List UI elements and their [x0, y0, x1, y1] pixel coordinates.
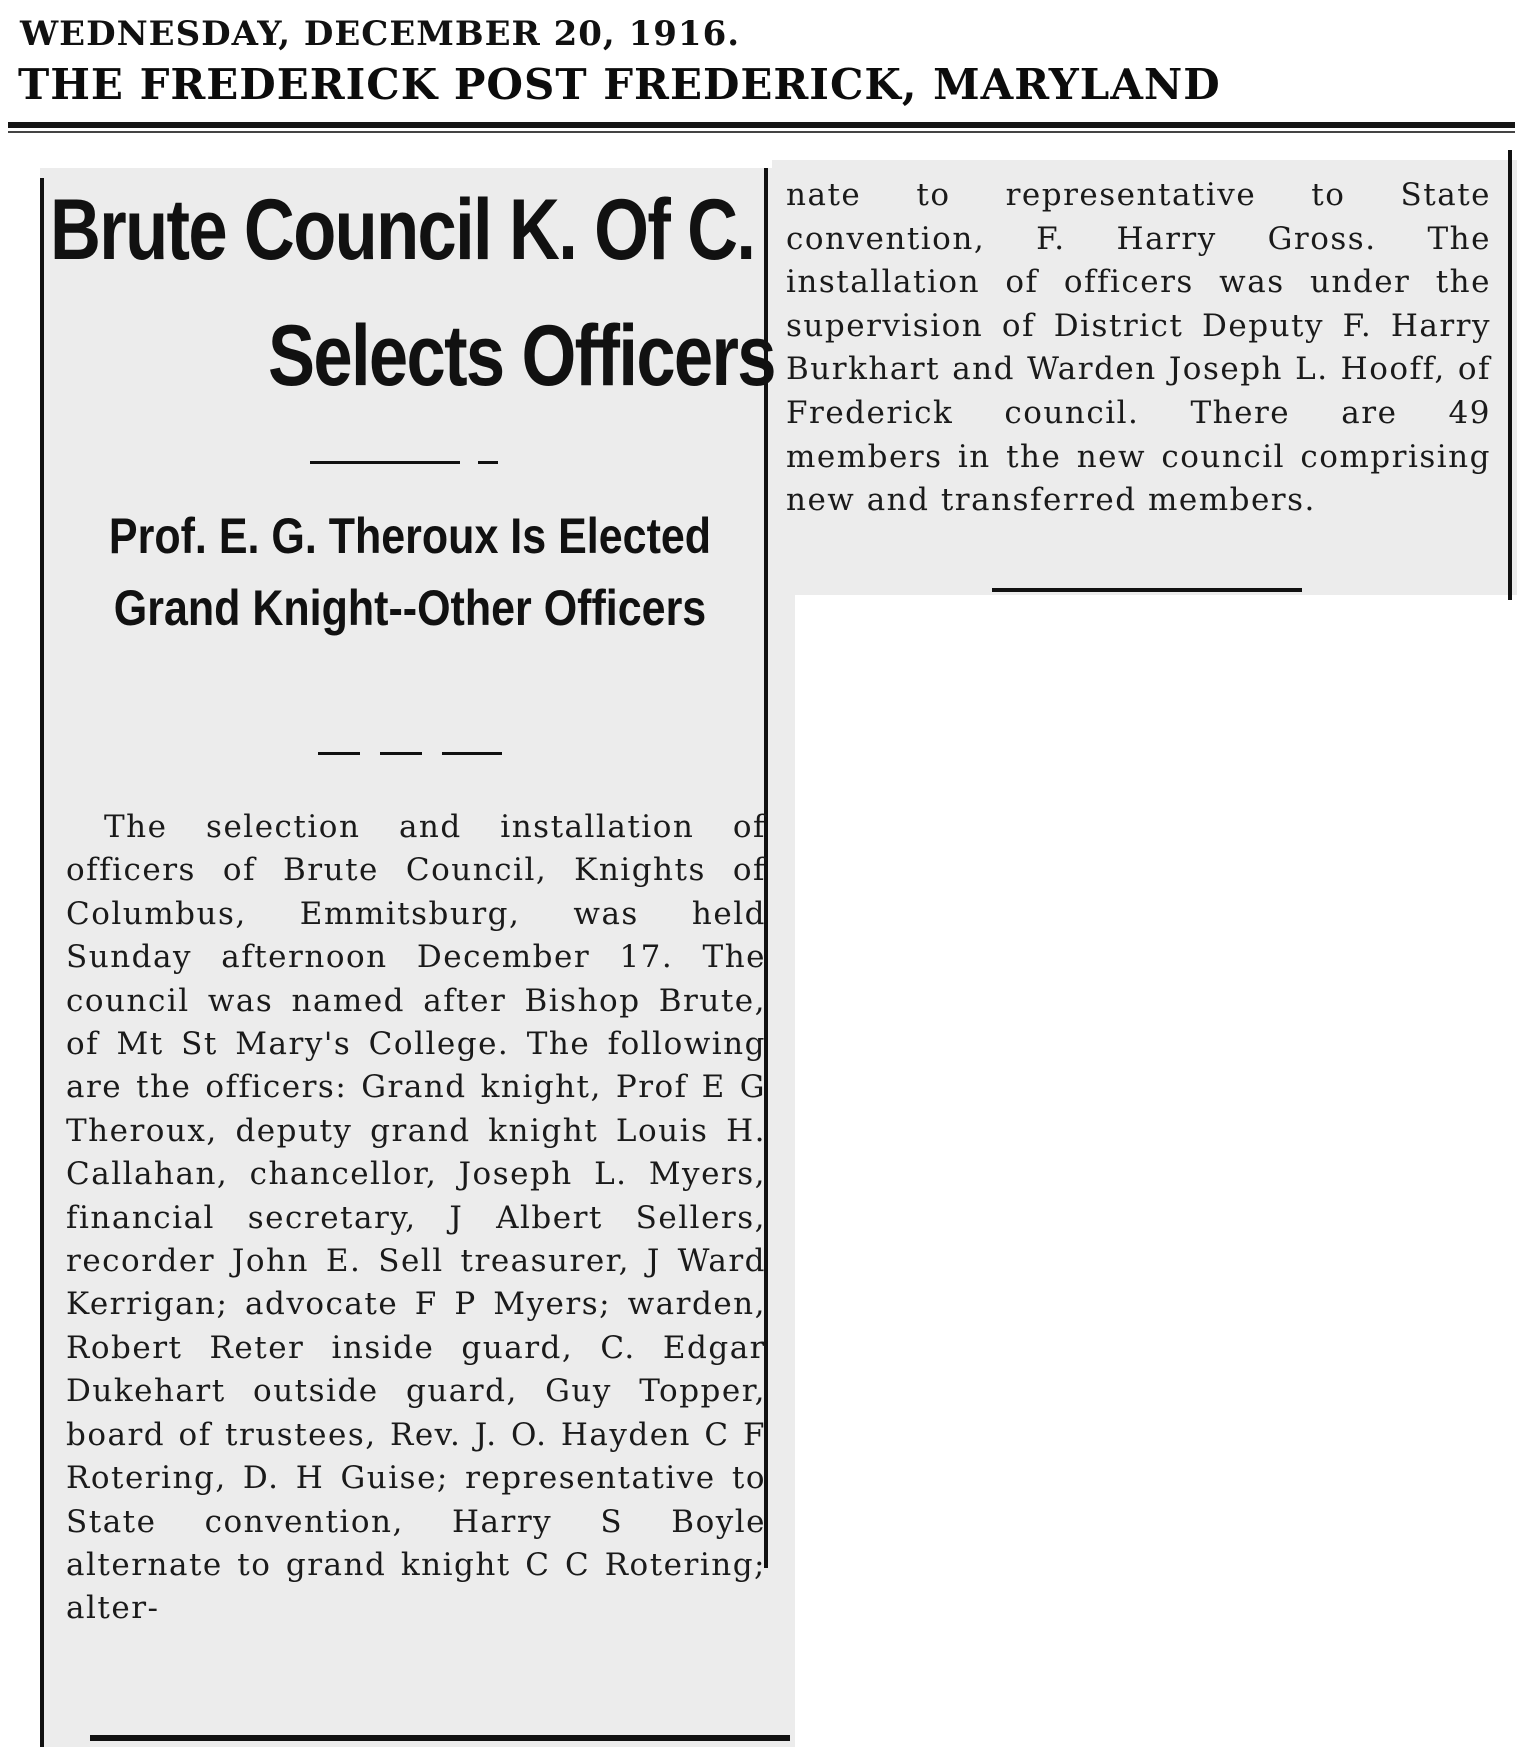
column-bottom-rule: [90, 1735, 790, 1741]
masthead-rule: [8, 122, 1515, 128]
article-end-rule: [992, 588, 1302, 592]
deck-divider-2: [380, 752, 422, 755]
subheadline-deck: Prof. E. G. Theroux Is Elected Grand Knight--Other Officers: [108, 508, 712, 636]
column-rule-left: [40, 178, 44, 1747]
masthead-rule-thin: [8, 131, 1515, 133]
article-paragraph-continued: nate to representative to State convention, F. Harry Gross. The installation of officers was under the supervision of District Deputy F. Harry Burkhart and Warden Joseph L. Hooff, of Frederick council. There are 49 members in the new council comprising new and transferred members.: [786, 177, 1491, 519]
deck-divider-3: [442, 752, 502, 755]
masthead-date: WEDNESDAY, DECEMBER 20, 1916.: [20, 14, 741, 54]
headline-line-1: Brute Council K. Of C.: [50, 182, 755, 278]
masthead-paper-title: THE FREDERICK POST FREDERICK, MARYLAND: [18, 60, 1221, 109]
column-rule-right: [1508, 150, 1512, 600]
headline-line-2: Selects Officers: [268, 308, 775, 404]
headline-divider: [310, 461, 460, 464]
deck-divider-1: [318, 752, 360, 755]
article-body-left-column: [66, 806, 766, 1631]
article-paragraph-1: The selection and installation of officers of Brute Council, Knights of Columbus, Emmitsburg, was held Sunday afternoon December 17. The council was named after Bishop Brute, of Mt St Mary's College. The following are the officers: Grand knight, Prof E G Theroux, deputy grand knight Louis H. Callahan, chancellor, Joseph L. Myers, financial secretary, J Albert Sellers, recorder John E. Sell treasurer, J Ward Kerrigan; advocate F P Myers; warden, Robert Reter inside guard, C. Edgar Dukehart outside guard, Guy Topper, board of trustees, Rev. J. O. Hayden C F Rotering, D. H Guise; representative to State convention, Harry S Boyle alternate to grand knight C C Rotering; alter-: [66, 809, 766, 1627]
article-body-right-column: [786, 174, 1491, 523]
headline-divider-tail: [478, 461, 498, 464]
